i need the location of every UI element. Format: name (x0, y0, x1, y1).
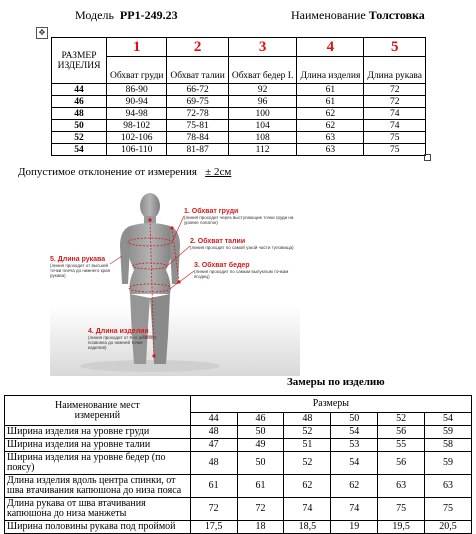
callout-sleeve-note: (линия проходит от высшей точки плеча до нижнего края рукава) (50, 263, 111, 278)
size-value-cell: 104 (228, 120, 297, 132)
size-row (52, 84, 426, 96)
measurement-name: Ширина изделия на уровне талии (5, 439, 191, 452)
size-value-cell: 86-90 (107, 84, 167, 96)
size-value-cell: 66-72 (167, 84, 228, 96)
product-table-title: Замеры по изделию (287, 376, 385, 388)
table-move-handle-icon[interactable]: ✥ (36, 27, 48, 39)
measurement-value: 20,5 (425, 521, 472, 534)
size-row (52, 144, 426, 156)
column-number: 2 (167, 38, 228, 57)
size-row (52, 108, 426, 120)
header-measurement-name: Наименование мест измерений (5, 396, 191, 426)
measurement-figure (50, 186, 300, 376)
measurement-name: Ширина половины рукава под проймой (5, 521, 191, 534)
callout-waist (190, 238, 298, 250)
callout-hips-note: (линия проходит по самым выпуклым точкам ягодиц) (194, 269, 289, 279)
size-column-header: 46 (237, 413, 284, 426)
measurement-value: 75 (425, 498, 472, 521)
measurement-name: Ширина изделия на уровне груди (5, 426, 191, 439)
measurement-name: Длина рукава от шва втачивания капюшона до низа манжеты (5, 498, 191, 521)
column-number: 3 (228, 38, 297, 57)
size-value-cell: 108 (228, 132, 297, 144)
size-value-cell: 81-87 (167, 144, 228, 156)
size-value-cell: 61 (297, 84, 364, 96)
measurement-value: 52 (284, 452, 331, 475)
callout-chest (184, 208, 294, 225)
model-label: Модель (75, 8, 114, 22)
callout-length-title: 4. Длина изделия (88, 328, 149, 335)
model-header (75, 8, 178, 23)
size-table-corner-header: РАЗМЕР ИЗДЕЛИЯ (52, 38, 107, 84)
model-value: РР1-249.23 (119, 8, 178, 22)
measurement-row (5, 475, 472, 498)
measurement-value: 49 (237, 439, 284, 452)
size-cell: 50 (52, 120, 107, 132)
size-value-cell: 62 (297, 108, 364, 120)
name-label: Наименование (291, 8, 366, 22)
size-value-cell: 90-94 (107, 96, 167, 108)
measurement-value: 17,5 (190, 521, 237, 534)
callout-length-note: (линия проходит от 6-го шейного позвонка до нижней точки изделия) (88, 335, 157, 350)
size-value-cell: 78-84 (167, 132, 228, 144)
size-value-cell: 100 (228, 108, 297, 120)
size-column-header: 44 (190, 413, 237, 426)
measurement-name: Ширина изделия на уровне бедер (по поясу) (5, 452, 191, 475)
size-value-cell: 74 (364, 120, 426, 132)
measurement-value: 56 (378, 426, 425, 439)
measurement-name: Длина изделия вдоль центра спинки, от шва втачивания капюшона до низа пояса (5, 475, 191, 498)
measurement-value: 47 (190, 439, 237, 452)
size-table (51, 37, 426, 156)
measurement-value: 75 (378, 498, 425, 521)
size-column-header: 54 (425, 413, 472, 426)
measurement-row (5, 521, 472, 534)
name-header (291, 8, 425, 23)
measurement-value: 59 (425, 452, 472, 475)
measurement-value: 54 (331, 426, 378, 439)
callout-waist-note: (линия проходит по самой узкой части туловища) (190, 245, 294, 250)
measurement-value: 18 (237, 521, 284, 534)
size-value-cell: 74 (364, 108, 426, 120)
size-value-cell: 98-102 (107, 120, 167, 132)
size-value-cell: 72 (364, 96, 426, 108)
size-value-cell: 75-81 (167, 120, 228, 132)
size-cell: 46 (52, 96, 107, 108)
column-label: Обхват талии (167, 57, 228, 84)
size-value-cell: 112 (228, 144, 297, 156)
size-value-cell: 72-78 (167, 108, 228, 120)
callout-length (88, 328, 158, 350)
measurement-row (5, 452, 472, 475)
tolerance-text: Допустимое отклонение от измерения (18, 166, 197, 178)
size-cell: 44 (52, 84, 107, 96)
column-number: 5 (364, 38, 426, 57)
measurement-value: 54 (331, 452, 378, 475)
size-column-header: 52 (378, 413, 425, 426)
callout-hips-title: 3. Обхват бедер (194, 262, 250, 269)
size-value-cell: 92 (228, 84, 297, 96)
column-number: 1 (107, 38, 167, 57)
size-value-cell: 96 (228, 96, 297, 108)
measurement-value: 59 (425, 426, 472, 439)
callout-sleeve-title: 5. Длина рукава (50, 256, 106, 263)
measurement-value: 62 (331, 475, 378, 498)
size-column-header: 50 (331, 413, 378, 426)
measurement-value: 51 (284, 439, 331, 452)
size-row (52, 132, 426, 144)
measurement-value: 72 (190, 498, 237, 521)
measurement-value: 58 (425, 439, 472, 452)
name-value: Толстовка (368, 8, 425, 22)
callout-sleeve (50, 256, 112, 278)
measurement-value: 19,5 (378, 521, 425, 534)
size-cell: 54 (52, 144, 107, 156)
callout-waist-title: 2. Обхват талии (190, 238, 246, 245)
measurement-row (5, 439, 472, 452)
size-value-cell: 75 (364, 132, 426, 144)
measurement-value: 63 (378, 475, 425, 498)
measurement-value: 61 (190, 475, 237, 498)
measurement-value: 62 (284, 475, 331, 498)
table-resize-handle[interactable] (424, 154, 431, 161)
column-number: 4 (297, 38, 364, 57)
size-column-header: 48 (284, 413, 331, 426)
measurement-value: 74 (284, 498, 331, 521)
measurement-value: 53 (331, 439, 378, 452)
measurement-value: 61 (237, 475, 284, 498)
column-label: Обхват бедер I. (228, 57, 297, 84)
measurement-value: 74 (331, 498, 378, 521)
measurement-value: 55 (378, 439, 425, 452)
header-sizes: Размеры (190, 396, 471, 413)
size-value-cell: 63 (297, 132, 364, 144)
size-value-cell: 94-98 (107, 108, 167, 120)
size-value-cell: 72 (364, 84, 426, 96)
callout-chest-title: 1. Обхват груди (184, 208, 239, 215)
measurement-value: 56 (378, 452, 425, 475)
measurement-row (5, 426, 472, 439)
measurement-value: 19 (331, 521, 378, 534)
column-label: Длина изделия (297, 57, 364, 84)
measurement-value: 52 (284, 426, 331, 439)
measurement-value: 48 (190, 426, 237, 439)
size-value-cell: 63 (297, 144, 364, 156)
column-label: Длина рукава (364, 57, 426, 84)
measurement-value: 50 (237, 452, 284, 475)
size-value-cell: 75 (364, 144, 426, 156)
size-value-cell: 69-75 (167, 96, 228, 108)
size-cell: 52 (52, 132, 107, 144)
measurement-value: 50 (237, 426, 284, 439)
size-value-cell: 102-106 (107, 132, 167, 144)
callout-hips (194, 262, 298, 279)
size-row (52, 96, 426, 108)
size-value-cell: 62 (297, 120, 364, 132)
measurement-value: 18,5 (284, 521, 331, 534)
measurement-value: 72 (237, 498, 284, 521)
size-value-cell: 61 (297, 96, 364, 108)
column-label: Обхват груди (107, 57, 167, 84)
size-row (52, 120, 426, 132)
measurement-value: 63 (425, 475, 472, 498)
callout-chest-note: (линия проходит через выступающие точки груди на уровне лопаток) (184, 215, 294, 225)
measurement-row (5, 498, 472, 521)
measurement-value: 48 (190, 452, 237, 475)
tolerance-line (18, 166, 231, 178)
size-cell: 48 (52, 108, 107, 120)
product-measurements-table (4, 395, 472, 534)
size-value-cell: 106-110 (107, 144, 167, 156)
tolerance-value: ± 2см (205, 166, 232, 178)
